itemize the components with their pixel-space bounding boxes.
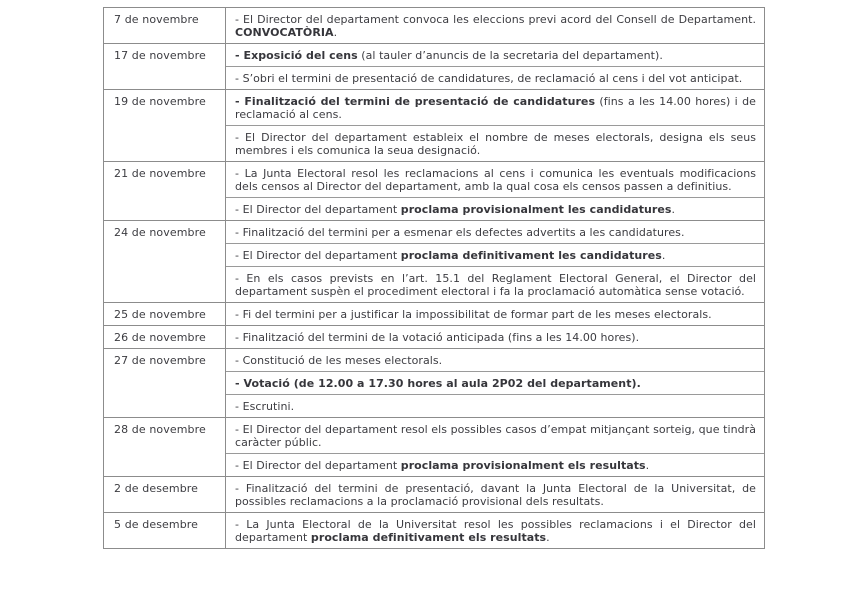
date-cell: 5 de desembre <box>104 513 226 548</box>
event-list <box>226 8 764 43</box>
event-text: - El Director del departament estableix el nombre de meses electorals, designa els seus membres i els comunica la seua designació. <box>235 131 756 157</box>
event-list <box>226 162 764 220</box>
event-item <box>226 44 764 66</box>
calendar-row <box>104 325 764 348</box>
event-text: - La Junta Electoral resol les reclamacions al cens i comunica les eventuals modificacions dels censos al Director del departament, amb la qual cosa els censos passen a definitius. <box>235 167 756 193</box>
calendar-row <box>104 89 764 161</box>
date-cell: 2 de desembre <box>104 477 226 512</box>
calendar-row <box>104 43 764 89</box>
event-item <box>226 303 764 325</box>
event-list <box>226 513 764 548</box>
event-text: (fins a les 14.00 hores) i de reclamació al cens. <box>235 95 756 121</box>
event-text-bold: CONVOCATÒRIA <box>235 26 334 39</box>
event-text: - El Director del departament convoca les eleccions previ acord del Consell de Departament. <box>235 13 756 26</box>
event-item <box>226 477 764 512</box>
event-list <box>226 303 764 325</box>
calendar-row <box>104 512 764 548</box>
election-calendar-table <box>103 7 765 549</box>
event-item <box>226 266 764 302</box>
event-item <box>226 243 764 266</box>
event-text: . <box>333 26 338 39</box>
date-cell: 19 de novembre <box>104 90 226 161</box>
event-text: - En els casos prevists en l’art. 15.1 del Reglament Electoral General, el Director del departament suspèn el procediment electoral i fa la proclamació automàtica sense votació. <box>235 272 756 298</box>
event-text: (al tauler d’anuncis de la secretaria del departament). <box>357 49 663 62</box>
event-text-bold: Finalització del termini de presentació de candidatures <box>244 95 596 108</box>
event-text: - Constitució de les meses electorals. <box>235 354 443 367</box>
event-list <box>226 418 764 476</box>
calendar-row <box>104 220 764 302</box>
calendar-row <box>104 417 764 476</box>
event-text-bold: - <box>235 49 244 62</box>
event-item <box>226 221 764 243</box>
date-cell: 21 de novembre <box>104 162 226 220</box>
date-cell: 17 de novembre <box>104 44 226 89</box>
date-cell: 27 de novembre <box>104 349 226 417</box>
event-list <box>226 477 764 512</box>
event-item <box>226 513 764 548</box>
event-text: - Finalització del termini per a esmenar els defectes advertits a les candidatures. <box>235 226 685 239</box>
calendar-row <box>104 476 764 512</box>
event-list <box>226 221 764 302</box>
event-text: . <box>546 531 550 544</box>
event-text: - Finalització del termini de presentació, davant la Junta Electoral de la Universitat, de possibles reclamacions a la proclamació provisional dels resultats. <box>235 482 756 508</box>
event-text: . <box>645 459 650 472</box>
event-text-bold: proclama definitivament els resultats <box>310 531 547 544</box>
calendar-row <box>104 8 764 43</box>
event-text: . <box>661 249 666 262</box>
date-cell: 28 de novembre <box>104 418 226 476</box>
event-text-bold: - Votació (de 12.00 a 17.30 hores al aula 2P02 del departament). <box>235 377 641 390</box>
event-item <box>226 125 764 161</box>
event-item <box>226 453 764 476</box>
event-item <box>226 8 764 43</box>
event-text: - El Director del departament resol els possibles casos d’empat mitjançant sorteig, que tindrà caràcter públic. <box>235 423 756 449</box>
event-text-bold: proclama provisionalment les candidatures <box>400 203 672 216</box>
event-list <box>226 349 764 417</box>
event-text-bold: Exposició del cens <box>243 49 358 62</box>
event-text: - El Director del departament <box>235 459 401 472</box>
date-cell: 7 de novembre <box>104 8 226 43</box>
event-text-bold: proclama definitivament les candidatures <box>400 249 662 262</box>
event-item <box>226 326 764 348</box>
event-text: - Escrutini. <box>235 400 295 413</box>
date-cell: 26 de novembre <box>104 326 226 348</box>
event-list <box>226 90 764 161</box>
event-text: - El Director del departament <box>235 203 401 216</box>
event-item <box>226 349 764 371</box>
event-text: - S’obri el termini de presentació de candidatures, de reclamació al cens i del vot anticipat. <box>235 72 743 85</box>
event-text-bold: proclama provisionalment els resultats <box>400 459 646 472</box>
event-text: - Finalització del termini de la votació anticipada (fins a les 14.00 hores). <box>235 331 640 344</box>
date-cell: 24 de novembre <box>104 221 226 302</box>
event-item <box>226 66 764 89</box>
event-item <box>226 418 764 453</box>
event-text: - El Director del departament <box>235 249 401 262</box>
event-text-bold: - <box>235 95 245 108</box>
event-text: - La Junta Electoral de la Universitat resol les possibles reclamacions i el Director del departament <box>235 518 756 544</box>
event-text: - Fi del termini per a justificar la impossibilitat de formar part de les meses electorals. <box>235 308 712 321</box>
event-item <box>226 90 764 125</box>
calendar-row <box>104 302 764 325</box>
event-item <box>226 371 764 394</box>
event-item <box>226 162 764 197</box>
calendar-row <box>104 161 764 220</box>
event-item <box>226 197 764 220</box>
event-list <box>226 44 764 89</box>
calendar-row <box>104 348 764 417</box>
date-cell: 25 de novembre <box>104 303 226 325</box>
event-list <box>226 326 764 348</box>
event-text: . <box>671 203 676 216</box>
event-item <box>226 394 764 417</box>
